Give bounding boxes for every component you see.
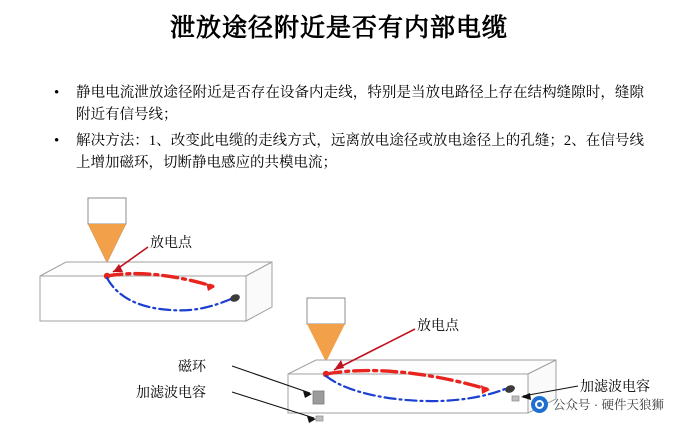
page-title: 泄放途径附近是否有内部电缆 — [169, 15, 508, 42]
enclosure-right — [288, 360, 556, 413]
bullet-text: 解决方法：1、改变此电缆的走线方式，远离放电途径或放电途径上的孔缝；2、在信号线上增加磁环，切断静电感应的共模电流； — [76, 133, 644, 171]
bullet-list — [54, 82, 644, 178]
diagram-svg — [0, 190, 678, 423]
list-item — [54, 82, 644, 126]
list-item — [54, 130, 644, 174]
bullet-marker: • — [54, 85, 60, 101]
label-ferrite: 磁环 — [178, 360, 206, 375]
watermark-logo-icon — [531, 396, 548, 413]
label-filter-cap-left: 加滤波电容 — [136, 386, 206, 401]
bullet-text: 静电电流泄放途径附近是否存在设备内走线，特别是当放电路径上存在结构缝隙时，缝隙附近有信号线； — [76, 85, 644, 123]
ferrite-bead — [313, 391, 324, 404]
filter-capacitor-left — [316, 416, 323, 421]
watermark-text: 公众号 · 硬件天狼狮 — [552, 398, 664, 412]
label-discharge-point-left: 放电点 — [150, 236, 192, 251]
figure-area — [0, 190, 678, 423]
esd-probe-right — [307, 298, 345, 370]
enclosure-left — [40, 262, 272, 321]
label-filter-cap-right: 加滤波电容 — [580, 380, 650, 395]
watermark — [531, 395, 664, 413]
esd-probe-left — [88, 198, 126, 272]
label-discharge-point-right: 放电点 — [417, 319, 459, 334]
bullet-marker: • — [54, 133, 60, 149]
filter-capacitor-right — [512, 396, 519, 401]
